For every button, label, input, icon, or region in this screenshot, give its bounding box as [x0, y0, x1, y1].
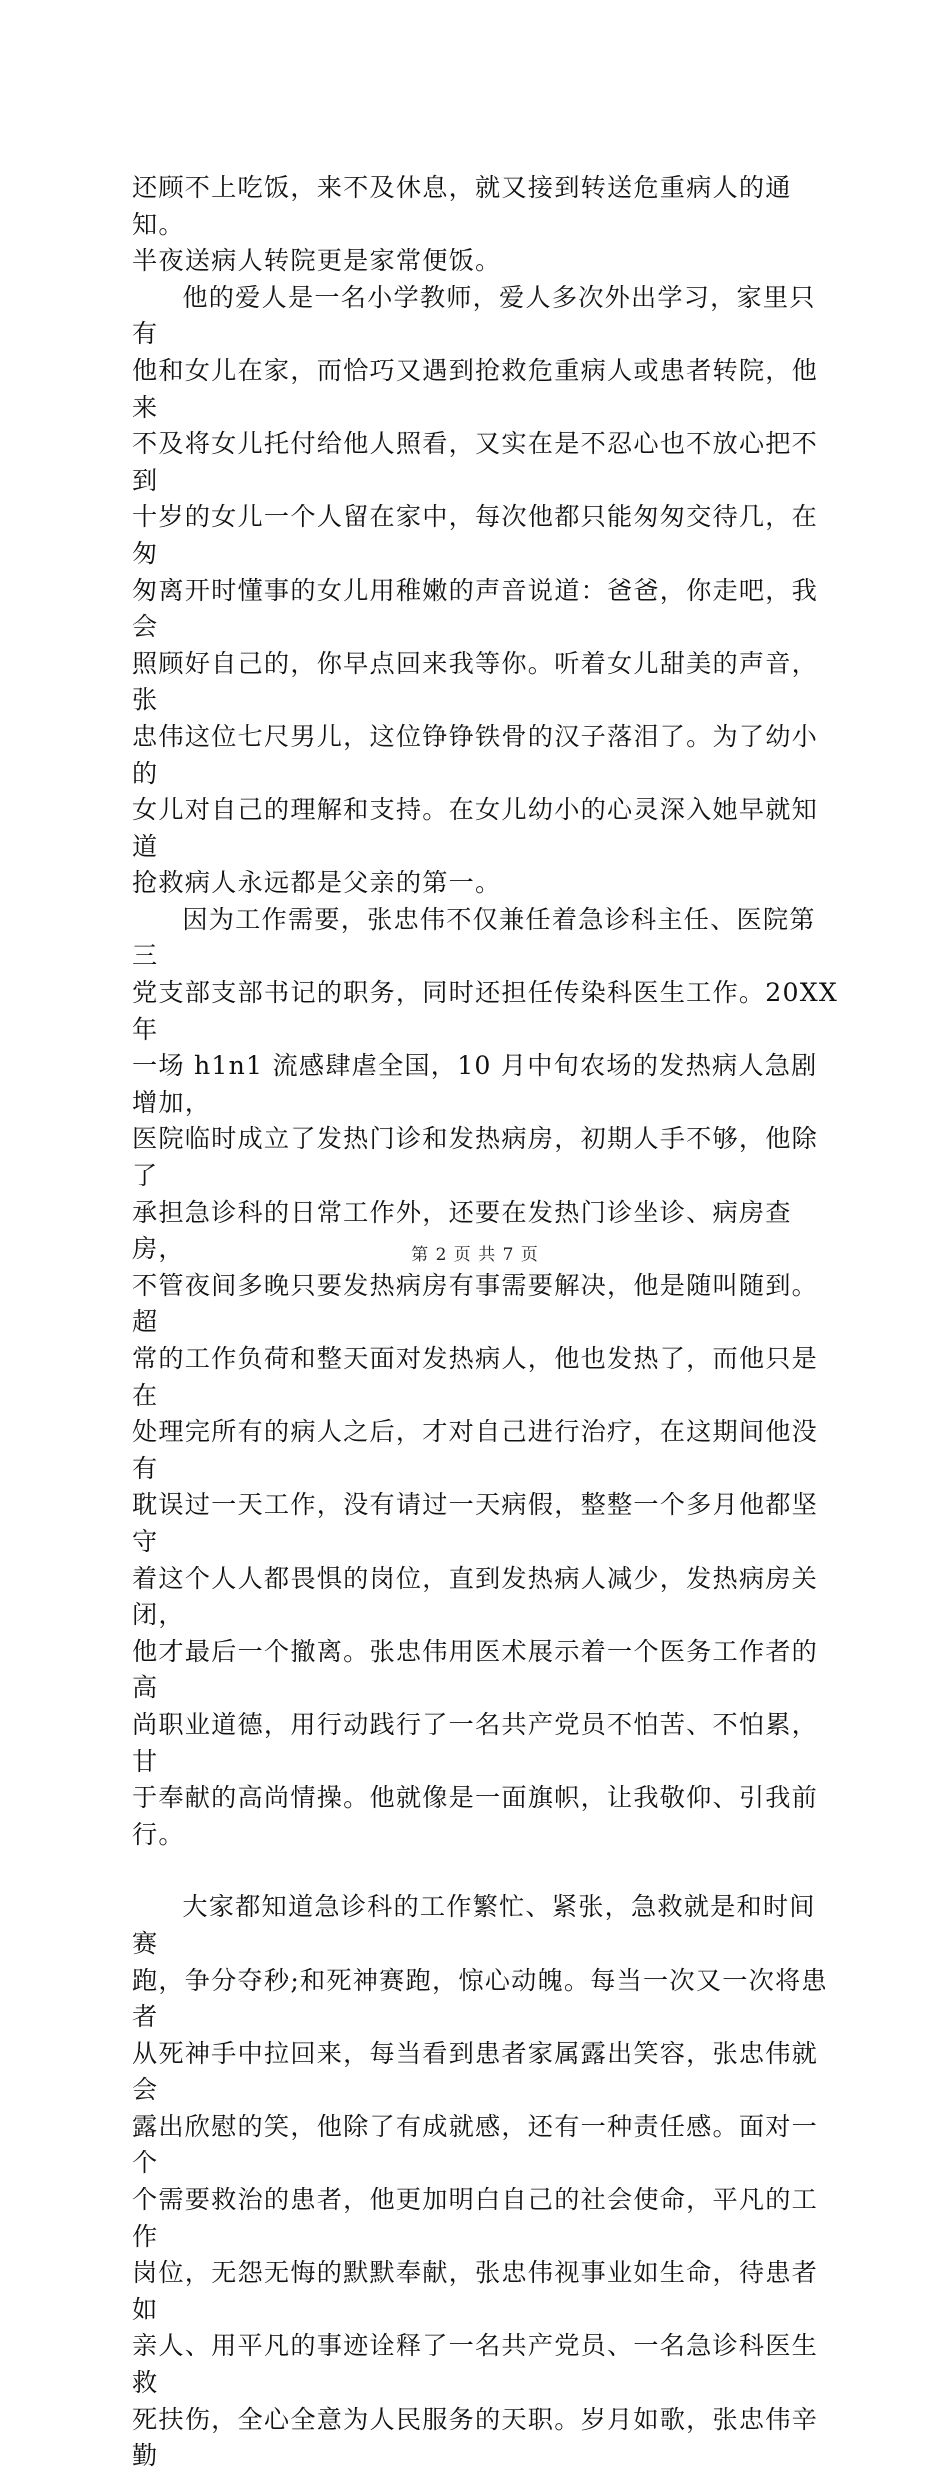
paragraph-2: 他的爱人是一名小学教师，爱人多次外出学习，家里只有 他和女儿在家，而恰巧又遇到抢救危重病人或患者转院，他来 不及将女儿托付给他人照看，又实在是不忍心也不放心把不到 十岁的女儿一个人留在家中，每次他都只能匆匆交待几，在匆 匆离开时懂事的女儿用稚嫩的声音说道：爸爸，你走吧，我会 照顾好自己的，你早点回来我等你。听着女儿甜美的声音，张 忠伟这位七尺男儿，这位铮铮铁骨的汉子落泪了。为了幼小的 女儿对自己的理解和支持。在女儿幼小的心灵深入她早就知道 抢救病人永远都是父亲的第一。: [132, 282, 819, 898]
page-number-footer: 第 2 页 共 7 页: [411, 1245, 539, 1265]
paragraph-3: 因为工作需要，张忠伟不仅兼任着急诊科主任、医院第三 党支部支部书记的职务，同时还担任传染科医生工作。20XX 年 一场 h1n1 流感肆虐全国，10 月中旬农场的发热病人急剧增加， 医院临时成立了发热门诊和发热病房，初期人手不够，他除了 承担急诊科的日常工作外，还要在发热门诊坐诊、病房查房， 不管夜间多晚只要发热病房有事需要解决，他是随叫随到。超 常的工作负荷和整天面对发热病人，他也发热了，而他只是在 处理完所有的病人之后，才对自己进行治疗，在这期间他没有 耽误过一天工作，没有请过一天病假，整整一个多月他都坚守 着这个人人都畏惧的岗位，直到发热病人减少，发热病房关闭， 他才最后一个撤离。张忠伟用医术展示着一个医务工作者的高 尚职业道德，用行动践行了一名共产党员不怕苦、不怕累，甘 于奉献的高尚情操。他就像是一面旗帜，让我敬仰、引我前行。: [132, 904, 839, 1849]
paragraph-4: 大家都知道急诊科的工作繁忙、紧张，急救就是和时间赛 跑，争分夺秒;和死神赛跑，惊心动魄。每当一次又一次将患者 从死神手中拉回来，每当看到患者家属露出笑容，张忠伟就会 露出欣慰的笑，他除了有成就感，还有一种责任感。面对一个 个需要救治的患者，他更加明白自己的社会使命，平凡的工作 岗位，无怨无悔的默默奉献，张忠伟视事业如生命，待患者如 亲人、用平凡的事迹诠释了一名共产党员、一名急诊科医生救 死扶伤，全心全意为人民服务的天职。岁月如歌，张忠伟辛勤: [132, 1892, 828, 2471]
document-body: [132, 170, 842, 2475]
paragraph-spacer: [132, 1853, 842, 1889]
paragraph-1: 还顾不上吃饭，来不及休息，就又接到转送危重病人的通知。 半夜送病人转院更是家常便饭。: [132, 173, 792, 276]
